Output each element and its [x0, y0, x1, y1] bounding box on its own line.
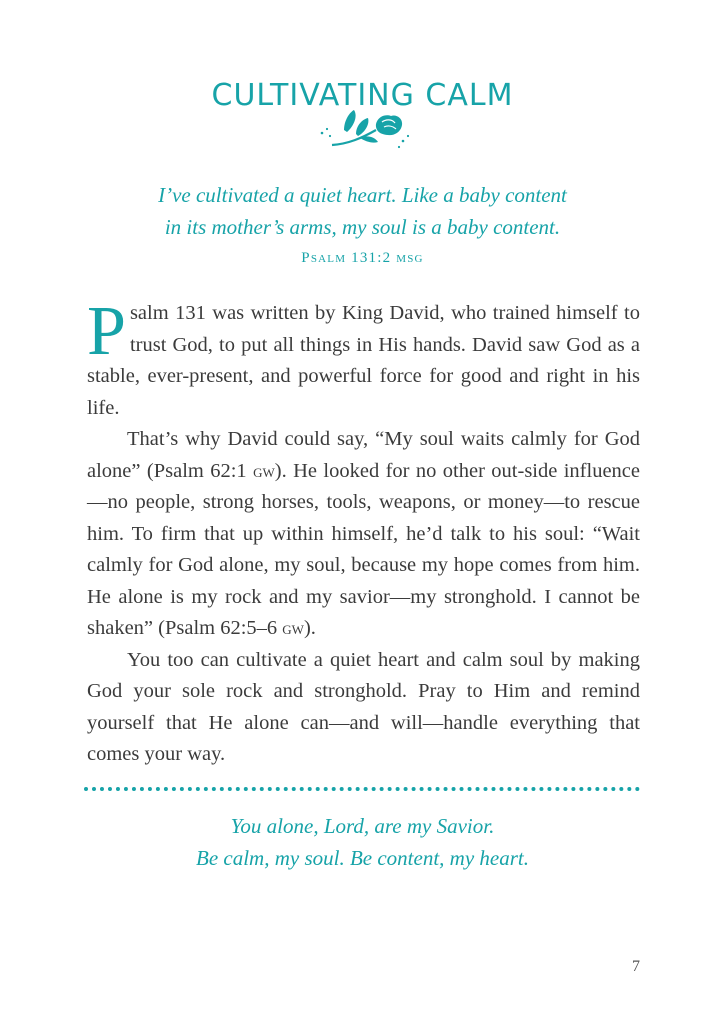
page-title: CULTIVATING CALM: [211, 78, 514, 114]
epigraph: [80, 179, 645, 271]
paragraph-text: salm 131 was written by King David, who trained himself to trust God, to put all things in His hands. David saw God as a stable, ever-present, and powerful force for good and right in his life.: [87, 302, 640, 419]
bible-version: gw: [282, 618, 304, 638]
prayer: [80, 810, 645, 874]
epigraph-line: in its mother’s arms, my soul is a baby content.: [164, 215, 561, 239]
epigraph-line: I’ve cultivated a quiet heart. Like a baby content: [158, 183, 567, 207]
body-text: [87, 293, 640, 771]
epigraph-citation: Psalm 131:2 msg: [301, 250, 424, 266]
paragraph-text: ). He looked for no other out-side influence—no people, strong horses, tools, weapons, or money—to rescue him. To firm that up within himself, he’d talk to his soul: “Wait calmly for God alone, my soul, because my hope comes from him. He alone is my rock and my savior—my stronghold. I cannot be shaken” (Psalm 62:5–6: [87, 459, 640, 639]
bible-version: gw: [253, 460, 275, 481]
paragraph: You too can cultivate a quiet heart and calm soul by making God your sole rock and stronghold. Pray to Him and remind yourself that He alone can—and will—handle everything that comes your way.: [87, 648, 640, 765]
paragraph: [87, 424, 640, 645]
prayer-line: You alone, Lord, are my Savior.: [230, 814, 495, 838]
drop-cap: P: [87, 293, 126, 370]
paragraph-text: That’s why David could say, “My soul waits calmly for God alone” (Psalm 62:1: [87, 428, 640, 482]
rose-flourish-icon: [318, 108, 414, 154]
prayer-line: Be calm, my soul. Be content, my heart.: [196, 846, 529, 870]
page-number: 7: [632, 958, 640, 975]
paragraph-text: ).: [303, 617, 316, 639]
paragraph: [87, 293, 640, 424]
dotted-divider: [84, 787, 640, 791]
